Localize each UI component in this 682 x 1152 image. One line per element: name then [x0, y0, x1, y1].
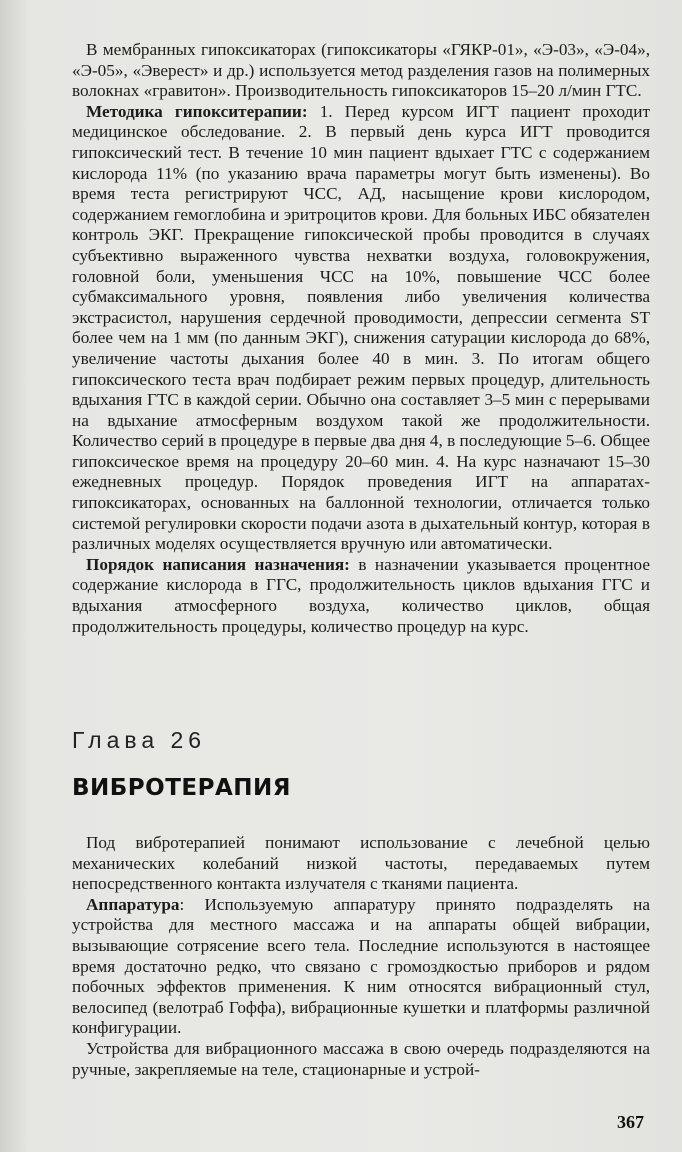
- paragraph-text: : Используемую аппаратуру принято подразделять на устройства для местного массажа и на аппараты общей вибрации, вызывающие сотрясение всего тела. Последние используются в настоящее время достаточно редко, что связано с громоздкостью приборов и рядом побочных эффектов применения. К ним относятся вибрационный стул, велосипед (велотраб Гоффа), вибрационные кушетки и платформы различной конфигурации.: [72, 894, 650, 1038]
- paragraph-prescription-order: [72, 555, 650, 637]
- paragraph-lead: Аппаратура: [86, 894, 180, 914]
- paragraph-text: 1. Перед курсом ИГТ пациент проходит медицинское обследование. 2. В первый день курса ИГТ проводится гипоксический тест. В течение 10 мин пациент вдыхает ГТС с содержанием кислорода 11% (по указанию врача параметры могут быть изменены). Во время теста регистрируют ЧСС, АД, насыщение крови кислородом, содержанием гемоглобина и эритроцитов крови. Для больных ИБС обязателен контроль ЭКГ. Прекращение гипоксической пробы проводится в случаях субъективно выраженного чувства нехватки воздуха, головокружения, головной боли, уменьшения ЧСС на 10%, повышение ЧСС более субмаксимального уровня, появления либо увеличения количества экстрасистол, нарушения сердечной проводимости, депрессии сегмента ST более чем на 1 мм (по данным ЭКГ), снижения сатурации кислорода до 68%, увеличение частоты дыхания более 40 в мин. 3. По итогам общего гипоксического теста врач подбирает режим первых процедур, длительность вдыхания ГТС в каждой серии. Обычно она составляет 3–5 мин с перерывами на вдыхание атмосферным воздухом такой же продолжительности. Количество серий в процедуре в первые два дня 4, в последующие 5–6. Общее гипоксическое время на процедуру 20–60 мин. 4. На курс назначают 15–30 ежедневных процедур. Порядок проведения ИГТ на аппаратах-гипоксикаторах, основанных на баллонной технологии, отличается только системой регулировки скорости подачи азота в дыхательный контур, которая в различных моделях осуществляется вручную или автоматически.: [72, 101, 650, 554]
- paragraph-text: Устройства для вибрационного массажа в свою очередь подразделяются на ручные, закрепляемые на теле, стационарные и устрой-: [72, 1038, 650, 1079]
- paragraph-membrane-hypoxicators: [72, 40, 650, 102]
- paragraph-apparatus: [72, 895, 650, 1039]
- paragraph-hypoxitherapy-method: [72, 102, 650, 555]
- page-number: 367: [617, 1112, 644, 1132]
- paragraph-text: в назначении указывается процентное содержание кислорода в ГГС, продолжительность циклов вдыхания ГГС и вдыхания атмосферного воздуха, количество циклов, общая продолжительность процедуры, количество процедур на курс.: [72, 554, 650, 636]
- paragraph-massage-devices: [72, 1039, 650, 1080]
- chapter-title: ВИБРОТЕРАПИЯ: [72, 775, 291, 801]
- bottom-text-block: [72, 833, 650, 1080]
- paragraph-text: Под вибротерапией понимают использование с лечебной целью механических колебаний низкой частоты, передаваемых путем непосредственного контакта излучателя с тканями пациента.: [72, 833, 650, 894]
- paragraph-vibrotherapy-definition: [72, 833, 650, 895]
- chapter-label: Глава 26: [72, 727, 207, 753]
- top-text-block: [72, 40, 650, 637]
- paragraph-lead: Порядок написания назначения:: [86, 554, 350, 574]
- paragraph-text: В мембранных гипоксикаторах (гипоксикаторы «ГЯКР-01», «Э-03», «Э-04», «Э-05», «Эверест» и др.) используется метод разделения газов на полимерных волокнах «гравитон». Производительность гипоксикаторов 15–20 л/мин ГТС.: [72, 40, 650, 101]
- paragraph-lead: Методика гипокситерапии:: [86, 101, 308, 121]
